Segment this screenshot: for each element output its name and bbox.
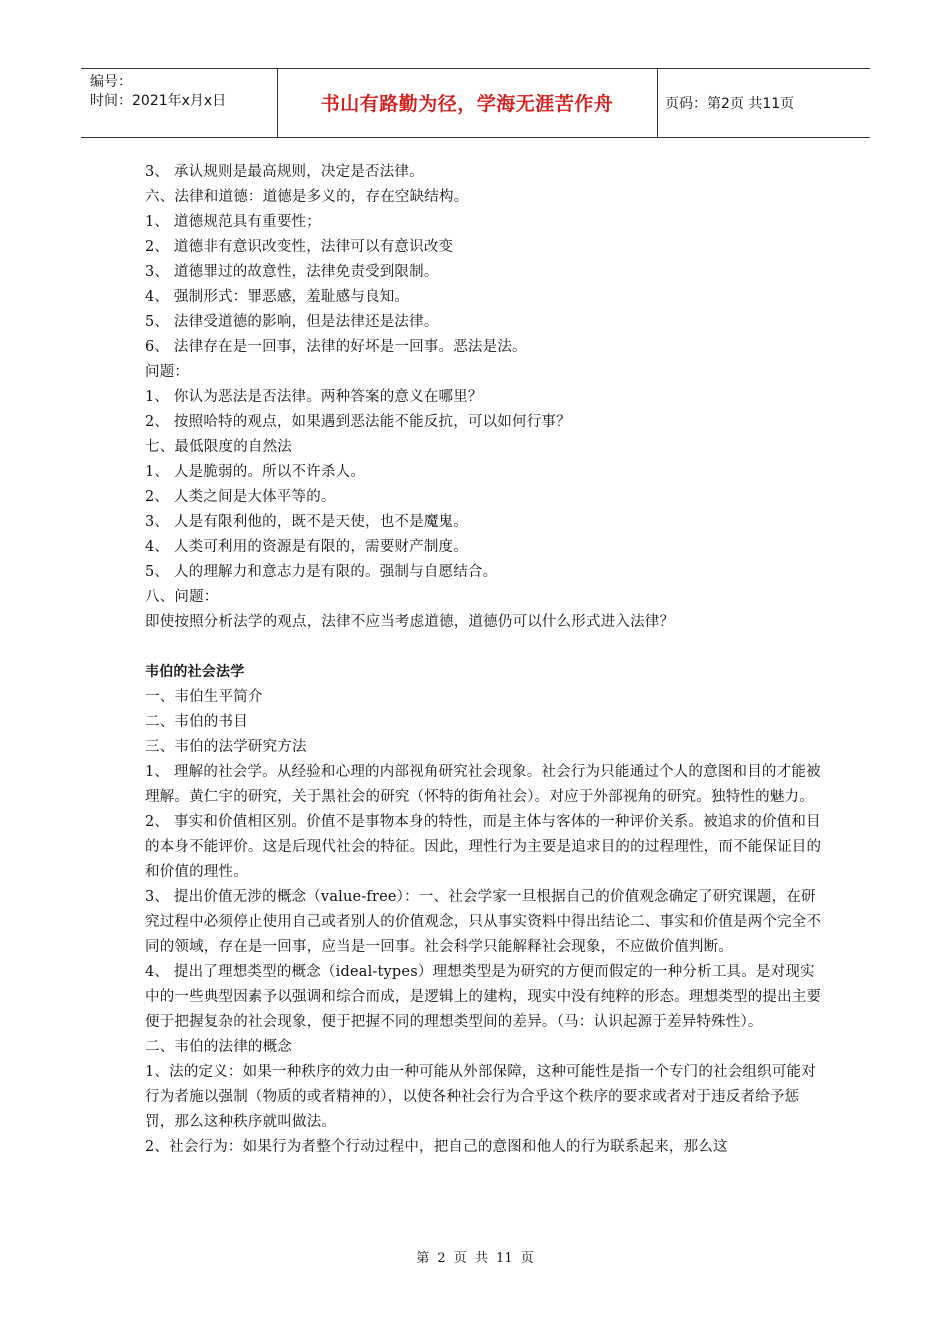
section-paragraph: 2、 事实和价值相区别。价值不是事物本身的特性，而是主体与客体的一种评价关系。被追求的价值和目的本身不能评价。这是后现代社会的特征。因此，理性行为主要是追求目的的过程理性，而不能保证目的和价值的理性。 [145, 814, 822, 880]
body-paragraph: 1、 人是脆弱的。所以不许杀人。 [145, 464, 366, 480]
header-meta [90, 73, 278, 111]
body-paragraph: 3、 道德罪过的故意性，法律免责受到限制。 [145, 264, 439, 280]
body-paragraph: 2、 按照哈特的观点，如果遇到恶法能不能反抗，可以如何行事？ [145, 414, 571, 430]
header-page-number: 页码：第2页 共11页 [665, 96, 795, 112]
section-paragraph: 一、韦伯生平简介 [145, 689, 263, 705]
body-paragraph: 3、 人是有限利他的，既不是天使，也不是魔鬼。 [145, 514, 468, 530]
body-paragraph: 4、 人类可利用的资源是有限的，需要财产制度。 [145, 539, 468, 555]
body-paragraph: 七、最低限度的自然法 [145, 439, 292, 455]
body-paragraph: 即使按照分析法学的观点，法律不应当考虑道德，道德仍可以什么形式进入法律？ [145, 614, 675, 630]
body-paragraph: 2、 人类之间是大体平等的。 [145, 489, 336, 505]
page-footer: 第 2 页 共 11 页 [416, 1251, 534, 1266]
section-paragraph: 4、 提出了理想类型的概念（ideal-types）理想类型是为研究的方便而假定的一种分析工具。是对现实中的一些典型因素予以强调和综合而成，是逻辑上的建构，现实中没有纯粹的形态。理想类型的提出主要便于把握复杂的社会现象，便于把握不同的理想类型间的差异。（马：认识起源于差异特殊性）。 [145, 964, 822, 1030]
section-heading: 韦伯的社会法学 [145, 664, 245, 680]
body-paragraph: 6、 法律存在是一回事，法律的好坏是一回事。恶法是法。 [145, 339, 527, 355]
section-paragraph: 2、社会行为：如果行为者整个行动过程中，把自己的意图和他人的行为联系起来，那么这 [145, 1139, 728, 1155]
section-paragraph: 1、 理解的社会学。从经验和心理的内部视角研究社会现象。社会行为只能通过个人的意图和目的才能被理解。黄仁宇的研究，关于黑社会的研究（怀特的街角社会）。对应于外部视角的研究。独特性的魅力。 [145, 764, 821, 805]
document-body [145, 160, 823, 1160]
section-paragraph: 1、法的定义：如果一种秩序的效力由一种可能从外部保障，这种可能性是指一个专门的社会组织可能对行为者施以强制（物质的或者精神的），以使各种社会行为合乎这个秩序的要求或者对于违反者给予惩罚，那么这种秩序就叫做法。 [145, 1064, 816, 1130]
section-paragraph: 3、 提出价值无涉的概念（value-free）：一、社会学家一旦根据自己的价值观念确定了研究课题，在研究过程中必须停止使用自己或者别人的价值观念，只从事实资料中得出结论二、事实和价值是两个完全不同的领域，存在是一回事，应当是一回事。社会科学只能解释社会现象，不应做价值判断。 [145, 889, 822, 955]
body-paragraph: 5、 人的理解力和意志力是有限的。强制与自愿结合。 [145, 564, 498, 580]
header-motto: 书山有路勤为径，学海无涯苦作舟 [320, 93, 614, 115]
body-paragraph: 4、 强制形式：罪恶感，羞耻感与良知。 [145, 289, 410, 305]
section-paragraph: 二、韦伯的书目 [145, 714, 248, 730]
body-paragraph: 六、法律和道德：道德是多义的，存在空缺结构。 [145, 189, 469, 205]
body-paragraph: 3、 承认规则是最高规则，决定是否法律。 [145, 164, 424, 180]
page-header [81, 68, 870, 138]
body-paragraph: 1、 道德规范具有重要性； [145, 214, 321, 230]
body-paragraph: 2、 道德非有意识改变性，法律可以有意识改变 [145, 239, 454, 255]
body-paragraph: 1、 你认为恶法是否法律。两种答案的意义在哪里？ [145, 389, 483, 405]
document-date-label: 时间：2021年x月x日 [90, 93, 227, 109]
document-number-label: 编号： [90, 74, 132, 90]
section-paragraph: 三、韦伯的法学研究方法 [145, 739, 307, 755]
header-divider [657, 69, 658, 137]
body-paragraph: 5、 法律受道德的影响，但是法律还是法律。 [145, 314, 439, 330]
body-paragraph: 八、问题： [145, 589, 219, 605]
body-paragraph: 问题： [145, 364, 190, 380]
section-paragraph: 二、韦伯的法律的概念 [145, 1039, 292, 1055]
